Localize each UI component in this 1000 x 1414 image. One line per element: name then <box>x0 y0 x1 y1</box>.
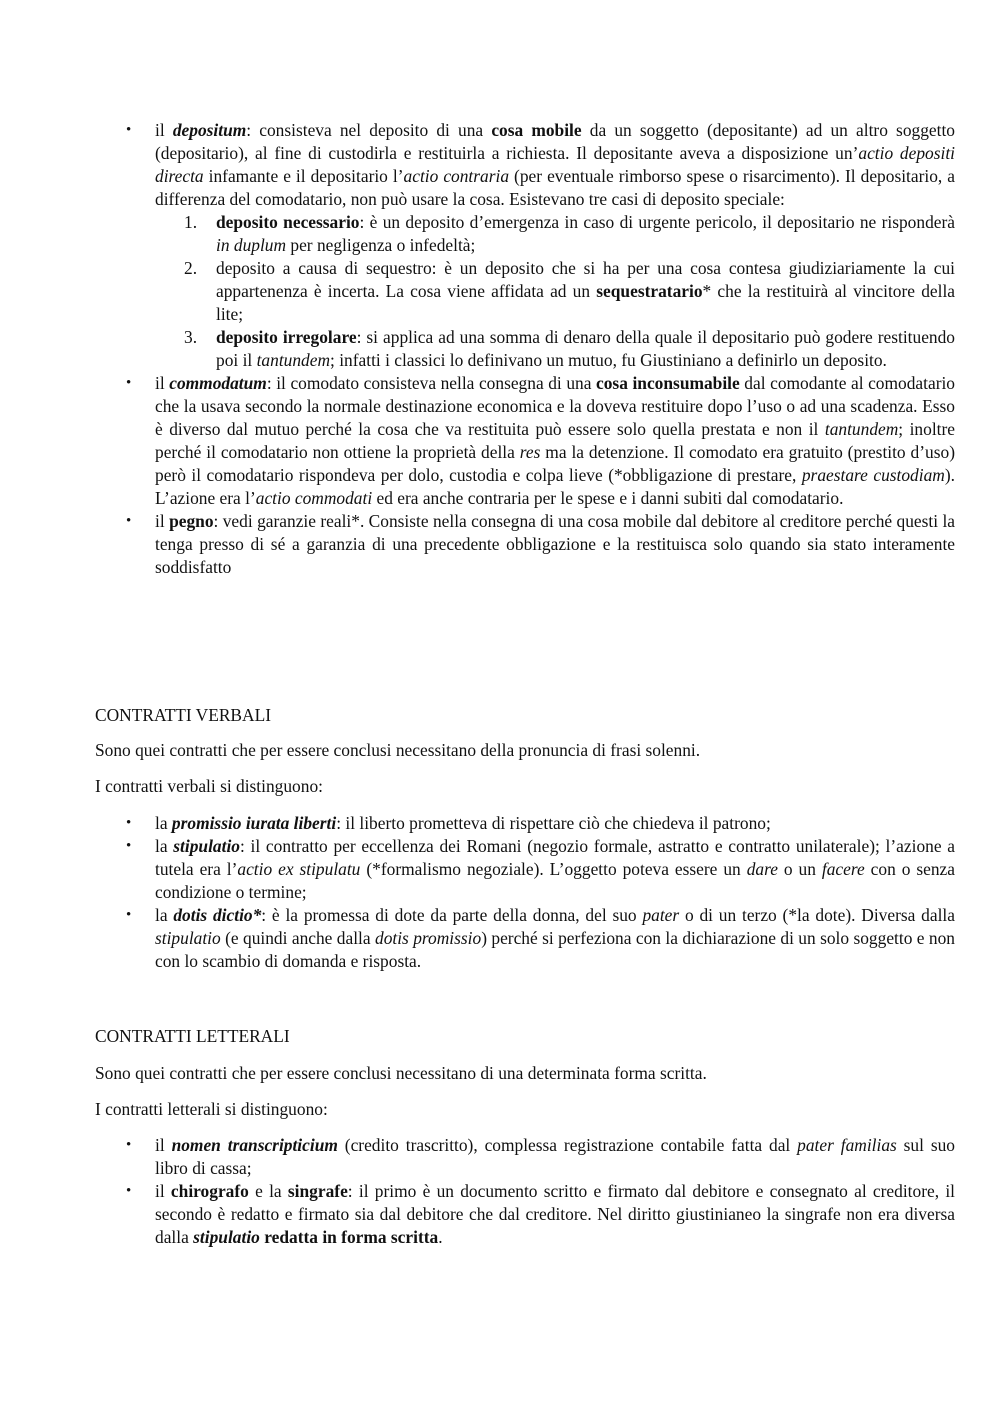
text-run: : è la promessa di dote da parte della donna, del suo <box>261 905 643 925</box>
text-run: il <box>155 511 170 531</box>
item-text <box>155 836 955 902</box>
section-lead: I contratti letterali si distinguono: <box>95 1099 328 1119</box>
verbal-contracts-list <box>155 812 955 973</box>
text-run: sul suo libro di cassa; <box>155 1135 956 1178</box>
text-run: ). L’azione era l’ <box>155 465 955 508</box>
text-run: ; infatti i classici lo definivano un mutuo, fu Giustiniano a definirlo un deposito. <box>330 350 887 370</box>
section-intro: Sono quei contratti che per essere conclusi necessitano di una determinata forma scritta. <box>95 1063 707 1083</box>
item-text <box>155 511 955 577</box>
section-heading-verbali: CONTRATTI VERBALI <box>95 705 271 725</box>
text-run: o un <box>777 859 822 879</box>
text-run: o di un terzo (*la dote). Diversa dalla <box>679 905 955 925</box>
emphasis-run: praestare custodiam <box>801 465 945 485</box>
item-number: 1. <box>184 212 198 232</box>
section-intro: Sono quei contratti che per essere conclusi necessitano della pronuncia di frasi solenni. <box>95 740 701 760</box>
text-run: il <box>155 120 173 140</box>
emphasis-run: stipulatio <box>173 836 240 856</box>
text-run: : il primo è un documento scritto e firmato dal debitore e consegnato al creditore, il secondo è redatto e firmato sia dal debitore che dal creditore. Nel diritto giustinianeo la singrafe non era diversa dalla <box>155 1181 955 1247</box>
list-item <box>155 1180 955 1249</box>
emphasis-run: in duplum <box>216 235 287 255</box>
list-item <box>155 510 955 579</box>
emphasis-run: depositum <box>172 120 247 140</box>
text-run: la <box>155 813 172 833</box>
text-run: deposito a causa di sequestro: è un deposito che si ha per una cosa contesa giudiziariamente la cui appartenenza è incerta. La cosa viene affidata ad un <box>216 258 955 301</box>
numbered-item <box>184 257 955 326</box>
item-number: 2. <box>184 258 198 278</box>
text-run: : il contratto per eccellenza dei Romani (negozio formale, astratto e contratto unilaterale); l’azione a tutela era l’ <box>155 836 955 879</box>
emphasis-run: actio contraria <box>403 166 510 186</box>
emphasis-run: sequestratario <box>596 281 703 301</box>
numbered-item <box>184 326 955 372</box>
emphasis-run: chirografo <box>170 1181 249 1201</box>
emphasis-run: actio depositi directa <box>155 143 955 186</box>
real-contracts-list <box>155 119 955 579</box>
emphasis-run: nomen transcripticium <box>171 1135 338 1155</box>
list-item <box>155 835 955 904</box>
emphasis-run: stipulatio <box>193 1227 260 1247</box>
text-run: ed era anche contraria per le spese e i danni subiti dal comodatario. <box>372 488 844 508</box>
item-text <box>155 373 955 508</box>
text-run: ) perché si perfeziona con la dichiarazione di un solo soggetto e non con lo scambio di domanda e risposta. <box>155 928 955 971</box>
list-item <box>155 812 955 835</box>
text-run: il <box>155 1181 171 1201</box>
emphasis-run: cosa mobile <box>491 120 582 140</box>
text-run: * che la restituirà al vincitore della lite; <box>216 281 955 324</box>
item-text <box>155 905 955 971</box>
emphasis-run: cosa inconsumabile <box>596 373 740 393</box>
emphasis-run: deposito irregolare <box>216 327 357 347</box>
item-text <box>216 212 955 255</box>
literal-contracts-list <box>155 1134 955 1249</box>
text-run: (credito trascritto), complessa registrazione contabile fatta dal <box>337 1135 798 1155</box>
list-item <box>155 1134 955 1180</box>
item-text <box>216 258 955 324</box>
text-run: per negligenza o infedeltà; <box>286 235 476 255</box>
text-run: con o senza condizione o termine; <box>155 859 955 902</box>
emphasis-run: actio commodati <box>255 488 373 508</box>
text-run: e la <box>248 1181 288 1201</box>
text-run: : il liberto prometteva di rispettare ciò che chiedeva il patrono; <box>336 813 771 833</box>
text-run: : vedi garanzie reali*. Consiste nella consegna di una cosa mobile dal debitore al creditore perché questi la tenga presso di sé a garanzia di una precedente obbligazione e la restituisca solo quando sia stato interamente soddisfatto <box>155 511 956 577</box>
emphasis-run: actio ex stipulatu <box>237 859 361 879</box>
list-item <box>155 119 955 372</box>
emphasis-run: promissio iurata liberti <box>171 813 337 833</box>
emphasis-run: stipulatio <box>155 928 221 948</box>
text-run: ; inoltre perché il comodatario non ottiene la proprietà della <box>155 419 955 462</box>
text-run: (per eventuale rimborso spese o risarcimento). Il depositario, a differenza del comodatario, non può usare la cosa. Esistevano tre casi di deposito speciale: <box>155 166 955 209</box>
list-item <box>155 904 955 973</box>
section-heading-letterali: CONTRATTI LETTERALI <box>95 1026 290 1046</box>
list-item <box>155 372 955 510</box>
item-text <box>216 327 955 370</box>
text-run: (e quindi anche dalla <box>220 928 375 948</box>
numbered-item <box>184 211 955 257</box>
text-run: il <box>155 1135 172 1155</box>
emphasis-run: pegno <box>169 511 214 531</box>
text-run: : consisteva nel deposito di una <box>246 120 492 140</box>
text-run: : è un deposito d’emergenza in caso di urgente pericolo, il depositario ne risponderà <box>359 212 955 232</box>
emphasis-run: commodatum <box>169 373 267 393</box>
emphasis-run: pater <box>642 905 680 925</box>
item-text <box>155 1135 955 1178</box>
text-run: la <box>155 905 174 925</box>
text-run: da un soggetto (depositante) ad un altro soggetto (depositario), al fine di custodirla e restituirla a richiesta. Il depositante aveva a disposizione un’ <box>155 120 955 163</box>
emphasis-run: tantundem <box>256 350 331 370</box>
emphasis-run: dotis dictio* <box>173 905 262 925</box>
text-run: dal comodante al comodatario che la usava secondo la normale destinazione economica e la doveva restituire dopo l’uso o ad una scadenza. Esso è diverso dal mutuo perché la cosa che va restituita può essere solo quella prestata e non il <box>155 373 956 439</box>
text-run: il <box>155 373 170 393</box>
text-run: : si applica ad una somma di denaro della quale il depositario può godere restituendo poi il <box>216 327 955 370</box>
text-run: infamante e il depositario l’ <box>203 166 404 186</box>
text-run: la <box>155 836 174 856</box>
text-run: : il comodato consisteva nella consegna di una <box>266 373 597 393</box>
emphasis-run: deposito necessario <box>216 212 360 232</box>
text-run: (*formalismo negoziale). L’oggetto poteva essere un <box>360 859 747 879</box>
emphasis-run: singrafe <box>287 1181 348 1201</box>
emphasis-run: dare <box>746 859 778 879</box>
special-deposit-list <box>184 211 955 372</box>
item-text <box>155 813 771 833</box>
item-text <box>155 1181 955 1247</box>
emphasis-run: tantundem <box>824 419 899 439</box>
emphasis-run: redatta in forma scritta <box>264 1227 439 1247</box>
emphasis-run: pater familias <box>797 1135 897 1155</box>
emphasis-run: res <box>519 442 541 462</box>
emphasis-run: dotis promissio <box>375 928 482 948</box>
text-run: ma la detenzione. Il comodato era gratuito (prestito d’uso) però il comodatario rispondeva per dolo, custodia e colpa lieve (*obbligazione di prestare, <box>155 442 955 485</box>
emphasis-run: facere <box>821 859 865 879</box>
section-lead: I contratti verbali si distinguono: <box>95 776 323 796</box>
item-number: 3. <box>184 327 198 347</box>
text-run: . <box>438 1227 443 1247</box>
